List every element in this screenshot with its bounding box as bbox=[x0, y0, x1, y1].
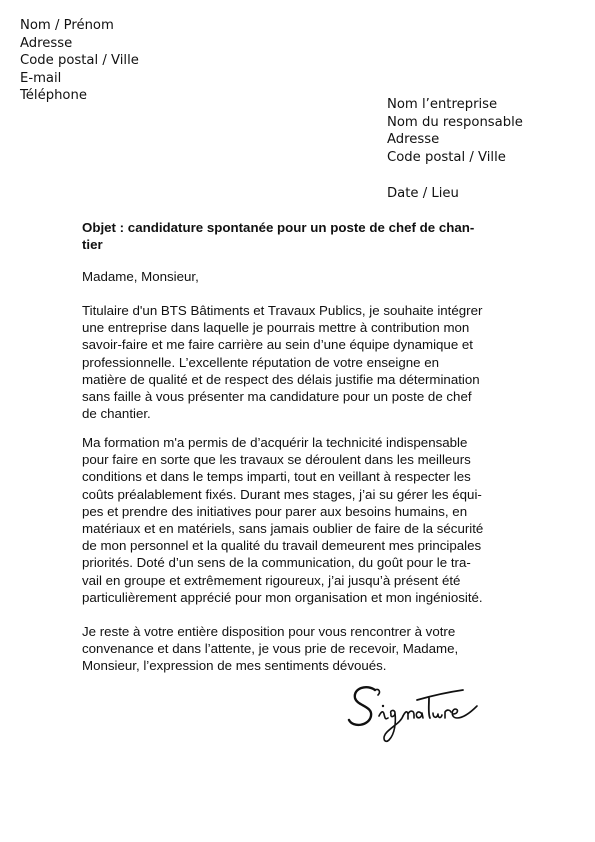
paragraph-line: Monsieur, l’expression de mes sentiments dévoués. bbox=[82, 658, 387, 674]
sender-name: Nom / Prénom bbox=[20, 18, 114, 33]
recipient-address: Adresse bbox=[387, 132, 440, 147]
paragraph-line: savoir-faire et me faire carrière au sein d’une équipe dynamique et bbox=[82, 337, 473, 353]
sender-postal-city: Code postal / Ville bbox=[20, 53, 139, 69]
sender-email: E-mail bbox=[20, 70, 62, 86]
recipient-company: Nom l’entreprise bbox=[387, 97, 498, 112]
paragraph-line: matière de qualité et de respect des délais justifie ma détermination bbox=[82, 371, 480, 387]
subject-line-1: Objet : candidature spontanée pour un poste de chef de chan- bbox=[82, 220, 475, 235]
paragraph-closing bbox=[82, 623, 458, 675]
sender-phone: Téléphone bbox=[20, 88, 87, 104]
paragraph-line: particulièrement apprécié pour mon organisation et mon ingéniosité. bbox=[82, 589, 483, 605]
handwritten-signature bbox=[345, 676, 490, 746]
paragraph-line: de mon personnel et la qualité du travail demeurent mes principales bbox=[82, 538, 482, 554]
paragraph-line: convenance et dans l’attente, je vous prie de recevoir, Madame, bbox=[82, 641, 459, 657]
paragraph-line: matériaux et en matériels, sans jamais oublier de faire de la sécurité bbox=[82, 521, 484, 537]
subject-line-2: tier bbox=[82, 237, 103, 253]
paragraph-line: pes et prendre des initiatives pour parer aux besoins humains, en bbox=[82, 503, 468, 519]
salutation: Madame, Monsieur, bbox=[82, 269, 199, 284]
recipient-block bbox=[387, 96, 523, 166]
paragraph-line: pour faire en sorte que les travaux se déroulent dans les meilleurs bbox=[82, 452, 471, 468]
paragraph-line: de chantier. bbox=[82, 406, 151, 422]
sender-address: Adresse bbox=[20, 35, 73, 51]
recipient-postal-city: Code postal / Ville bbox=[387, 149, 506, 165]
paragraph-line: Je reste à votre entière disposition pour vous rencontrer à votre bbox=[82, 624, 456, 639]
paragraph-line: professionnelle. L’excellente réputation de votre enseigne en bbox=[82, 354, 440, 370]
paragraph-line: une entreprise dans laquelle je pourrais mettre à contribution mon bbox=[82, 320, 470, 336]
paragraph-line: vail en groupe et extrêmement rigoureux, j’ai jusqu’à présent été bbox=[82, 572, 461, 588]
paragraph-line: conditions et dans le temps imparti, tout en veillant à respecter les bbox=[82, 469, 471, 485]
paragraph-intro bbox=[82, 302, 482, 422]
paragraph-line: coûts préalablement fixés. Durant mes stages, j’ai su gérer les équi- bbox=[82, 486, 482, 502]
paragraph-line: priorités. Doté d’un sens de la communication, du goût pour le tra- bbox=[82, 555, 471, 571]
recipient-manager: Nom du responsable bbox=[387, 114, 523, 130]
subject-line bbox=[82, 219, 474, 253]
paragraph-line: sans faille à vous présenter ma candidature pour un poste de chef bbox=[82, 389, 472, 405]
date-place: Date / Lieu bbox=[387, 186, 459, 201]
paragraph-line: Ma formation m'a permis de d’acquérir la technicité indispensable bbox=[82, 435, 468, 450]
paragraph-line: Titulaire d'un BTS Bâtiments et Travaux Publics, je souhaite intégrer bbox=[82, 303, 483, 318]
sender-block bbox=[20, 17, 139, 105]
paragraph-experience bbox=[82, 434, 483, 606]
